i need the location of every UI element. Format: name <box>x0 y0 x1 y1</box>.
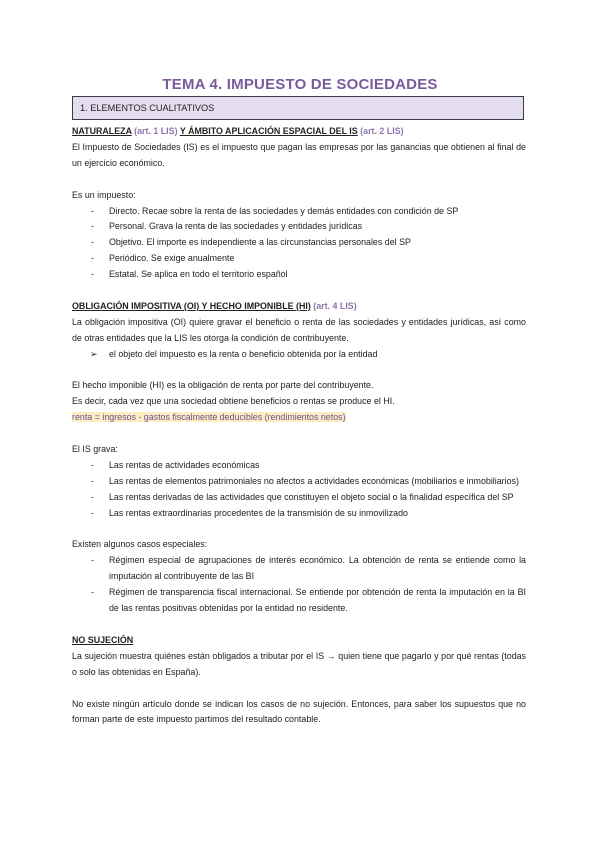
obligacion-heading-text: OBLIGACIÓN IMPOSITIVA (OI) Y HECHO IMPONIBLE (HI) <box>72 300 311 311</box>
list-item: - Régimen de transparencia fiscal internacional. Se entiende por obtención de renta la imputación en la BI de las rentas positivas obtenidas por la entidad no residente. <box>72 585 526 617</box>
renta-formula <box>72 410 526 426</box>
list-item: - Personal. Grava la renta de las sociedades y entidades jurídicas <box>72 219 526 235</box>
article-ref-1: (art. 1 LIS) <box>134 126 178 136</box>
grava-list <box>72 458 526 522</box>
article-ref-4: (art. 4 LIS) <box>313 300 357 311</box>
obligacion-heading <box>72 299 526 315</box>
arrow-list <box>72 347 526 363</box>
no-sujecion-heading-text: NO SUJECIÓN <box>72 634 134 645</box>
list-item: - Las rentas derivadas de las actividades que constituyen el objeto social o la finalidad específica del SP <box>72 490 526 506</box>
obligacion-paragraph: La obligación impositiva (OI) quiere gravar el beneficio o renta de las sociedades y entidades jurídicas, así como de otras entidades que la LIS les otorga la condición de contribuyente. <box>72 316 526 343</box>
naturaleza-heading-a: NATURALEZA <box>72 126 132 136</box>
no-sujecion-paragraph-2: No existe ningún artículo donde se indican los casos de no sujeción. Entonces, para saber los supuestos que no forman parte de este impuesto partimos del resultado contable. <box>72 698 526 725</box>
hecho-imponible-line-1: El hecho imponible (HI) es la obligación de renta por parte del contribuyente. <box>72 380 374 391</box>
article-ref-2: (art. 2 LIS) <box>360 126 404 136</box>
list-item: - Periódico. Se exige anualmente <box>72 251 526 267</box>
grava-intro: El IS grava: <box>72 444 118 455</box>
especiales-list <box>72 553 526 617</box>
especiales-intro: Existen algunos casos especiales: <box>72 539 208 550</box>
page-title: TEMA 4. IMPUESTO DE SOCIEDADES <box>162 76 438 93</box>
naturaleza-heading <box>72 124 526 140</box>
no-sujecion-heading <box>72 633 526 649</box>
arrow-bullet-icon: ➢ <box>90 348 98 359</box>
list-item: - Las rentas de elementos patrimoniales no afectos a actividades económicas (mobiliarios e inmobiliarios) <box>72 474 526 490</box>
list-item <box>72 347 526 363</box>
impuesto-characteristics-list <box>72 204 526 284</box>
section-header-box: 1. ELEMENTOS CUALITATIVOS <box>72 96 524 120</box>
naturaleza-heading-b: Y ÁMBITO APLICACIÓN ESPACIAL DEL IS <box>179 126 358 136</box>
no-sujecion-paragraph-1: La sujeción muestra quiénes están obligados a tributar por el IS → quien tiene que pagarlo y por qué rentas (todas o solo las obtenidas en España). <box>72 650 526 677</box>
list-item: - Directo. Recae sobre la renta de las sociedades y demás entidades con condición de SP <box>72 204 526 220</box>
naturaleza-paragraph: El Impuesto de Sociedades (IS) es el impuesto que pagan las empresas por las ganancias que obtienen al final de un ejercicio económico. <box>72 141 526 168</box>
list-item: - Estatal. Se aplica en todo el territorio español <box>72 267 526 283</box>
list-item: - Las rentas de actividades económicas <box>72 458 526 474</box>
list-item: - Régimen especial de agrupaciones de interés económico. La obtención de renta se entiende como la imputación al contribuyente de las BI <box>72 553 526 585</box>
impuesto-intro: Es un impuesto: <box>72 189 136 200</box>
list-item: - Objetivo. El importe es independiente a las circunstancias personales del SP <box>72 235 526 251</box>
document-body <box>72 124 526 728</box>
renta-formula-highlight: renta = ingresos - gastos fiscalmente deducibles (rendimientos netos) <box>72 412 346 423</box>
arrow-item-text: el objeto del impuesto es la renta o beneficio obtenida por la entidad <box>109 348 378 359</box>
list-item: - Las rentas extraordinarias procedentes de la transmisión de su inmovilizado <box>72 506 526 522</box>
hecho-imponible-line-2: Es decir, cada vez que una sociedad obtiene beneficios o rentas se produce el HI. <box>72 396 395 407</box>
